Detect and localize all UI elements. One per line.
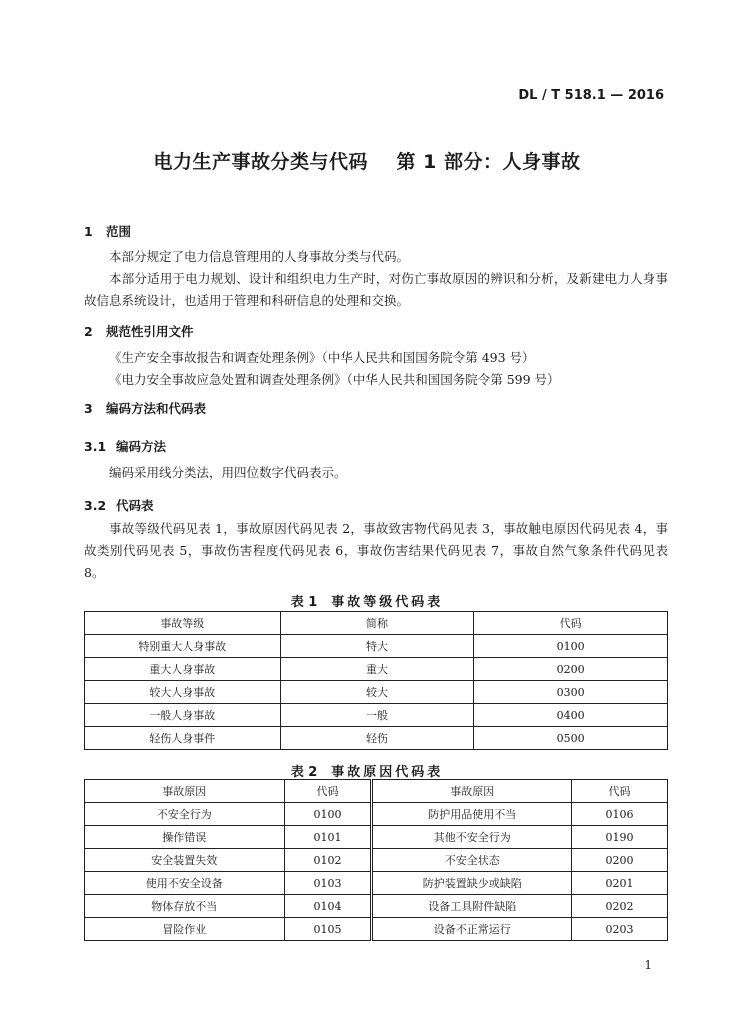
page-number: 1 (644, 958, 652, 972)
table-cell: 0100 (474, 635, 668, 658)
section-3-heading (84, 399, 206, 417)
table-cell: 其他不安全行为 (372, 826, 572, 849)
section-number: 3 (84, 401, 93, 416)
column-header: 事故原因 (372, 780, 572, 803)
table-row (85, 918, 668, 941)
table-cell: 物体存放不当 (85, 895, 285, 918)
table-cell: 0105 (284, 918, 372, 941)
section-title: 规范性引用文件 (106, 324, 194, 339)
section-title: 范围 (106, 224, 132, 239)
section-title: 代码表 (116, 498, 154, 513)
table-cell: 0102 (284, 849, 372, 872)
table-1-caption (0, 591, 734, 610)
column-header: 事故原因 (85, 780, 285, 803)
table-cell: 较大人身事故 (85, 681, 281, 704)
table-cell: 设备不正常运行 (372, 918, 572, 941)
table-cell: 0100 (284, 803, 372, 826)
standard-number: DL / T 518.1 — 2016 (518, 88, 664, 103)
section-1-heading (84, 222, 131, 240)
table-name: 事故原因代码表 (331, 765, 444, 780)
table-cell: 0400 (474, 704, 668, 727)
table-cell: 0202 (572, 895, 668, 918)
table-cell: 重大 (280, 658, 474, 681)
table-row (85, 826, 668, 849)
column-header: 代码 (284, 780, 372, 803)
table-cell: 不安全状态 (372, 849, 572, 872)
section-1-paragraph-2: 本部分适用于电力规划、设计和组织电力生产时，对伤亡事故原因的辨识和分析，及新建电力人身事故信息系统设计，也适用于管理和科研信息的处理和交换。 (84, 271, 668, 308)
table-cell: 较大 (280, 681, 474, 704)
table-2 (84, 779, 668, 941)
table-row (85, 658, 668, 681)
table-cell: 0103 (284, 872, 372, 895)
reference-item: 《生产安全事故报告和调查处理条例》（中华人民共和国国务院令第 493 号） (109, 350, 535, 365)
table-cell: 0190 (572, 826, 668, 849)
table-1 (84, 611, 668, 750)
section-3-1-paragraph: 编码采用线分类法，用四位数字代码表示。 (109, 465, 347, 480)
table-cell: 0101 (284, 826, 372, 849)
table-cell: 不安全行为 (85, 803, 285, 826)
reference-item: 《电力安全事故应急处置和调查处理条例》（中华人民共和国国务院令第 599 号） (109, 372, 560, 387)
table-cell: 使用不安全设备 (85, 872, 285, 895)
table-cell: 0106 (572, 803, 668, 826)
table-row (85, 727, 668, 750)
table-cell: 0201 (572, 872, 668, 895)
table-cell: 设备工具附件缺陷 (372, 895, 572, 918)
table-row (85, 635, 668, 658)
document-title: 电力生产事故分类与代码 第 1 部分：人身事故 (153, 151, 581, 173)
section-3-1-heading (84, 437, 166, 455)
section-title: 编码方法和代码表 (106, 401, 207, 416)
table-header-row (85, 780, 668, 803)
table-cell: 0300 (474, 681, 668, 704)
column-header: 代码 (572, 780, 668, 803)
table-cell: 特别重大人身事故 (85, 635, 281, 658)
table-row (85, 849, 668, 872)
table-number: 表 2 (290, 765, 318, 780)
table-cell: 特大 (280, 635, 474, 658)
table-cell: 安全装置失效 (85, 849, 285, 872)
table-cell: 轻伤 (280, 727, 474, 750)
table-cell: 0200 (474, 658, 668, 681)
section-number: 3.1 (84, 439, 107, 454)
table-row (85, 704, 668, 727)
table-cell: 0500 (474, 727, 668, 750)
section-1-paragraph-1: 本部分规定了电力信息管理用的人身事故分类与代码。 (109, 249, 410, 264)
table-cell: 0203 (572, 918, 668, 941)
section-number: 2 (84, 324, 93, 339)
section-number: 1 (84, 224, 93, 239)
table-header-row (85, 612, 668, 635)
section-number: 3.2 (84, 498, 107, 513)
table-cell: 0104 (284, 895, 372, 918)
section-2-heading (84, 322, 194, 340)
section-3-2-heading (84, 496, 154, 514)
table-number: 表 1 (290, 595, 318, 610)
column-header: 简称 (280, 612, 474, 635)
column-header: 事故等级 (85, 612, 281, 635)
table-cell: 冒险作业 (85, 918, 285, 941)
table-cell: 轻伤人身事件 (85, 727, 281, 750)
table-row (85, 803, 668, 826)
table-name: 事故等级代码表 (331, 595, 444, 610)
table-cell: 0200 (572, 849, 668, 872)
table-row (85, 895, 668, 918)
table-cell: 防护装置缺少或缺陷 (372, 872, 572, 895)
table-cell: 重大人身事故 (85, 658, 281, 681)
table-row (85, 681, 668, 704)
table-2-caption (0, 761, 734, 780)
table-row (85, 872, 668, 895)
table-cell: 防护用品使用不当 (372, 803, 572, 826)
table-cell: 一般人身事故 (85, 704, 281, 727)
section-3-2-paragraph: 事故等级代码见表 1，事故原因代码见表 2，事故致害物代码见表 3，事故触电原因代码见表 4，事故类别代码见表 5，事故伤害程度代码见表 6，事故伤害结果代码见表 7，事故自然气象条件代码见表 8。 (84, 521, 668, 580)
section-title: 编码方法 (116, 439, 167, 454)
table-cell: 一般 (280, 704, 474, 727)
table-cell: 操作错误 (85, 826, 285, 849)
column-header: 代码 (474, 612, 668, 635)
